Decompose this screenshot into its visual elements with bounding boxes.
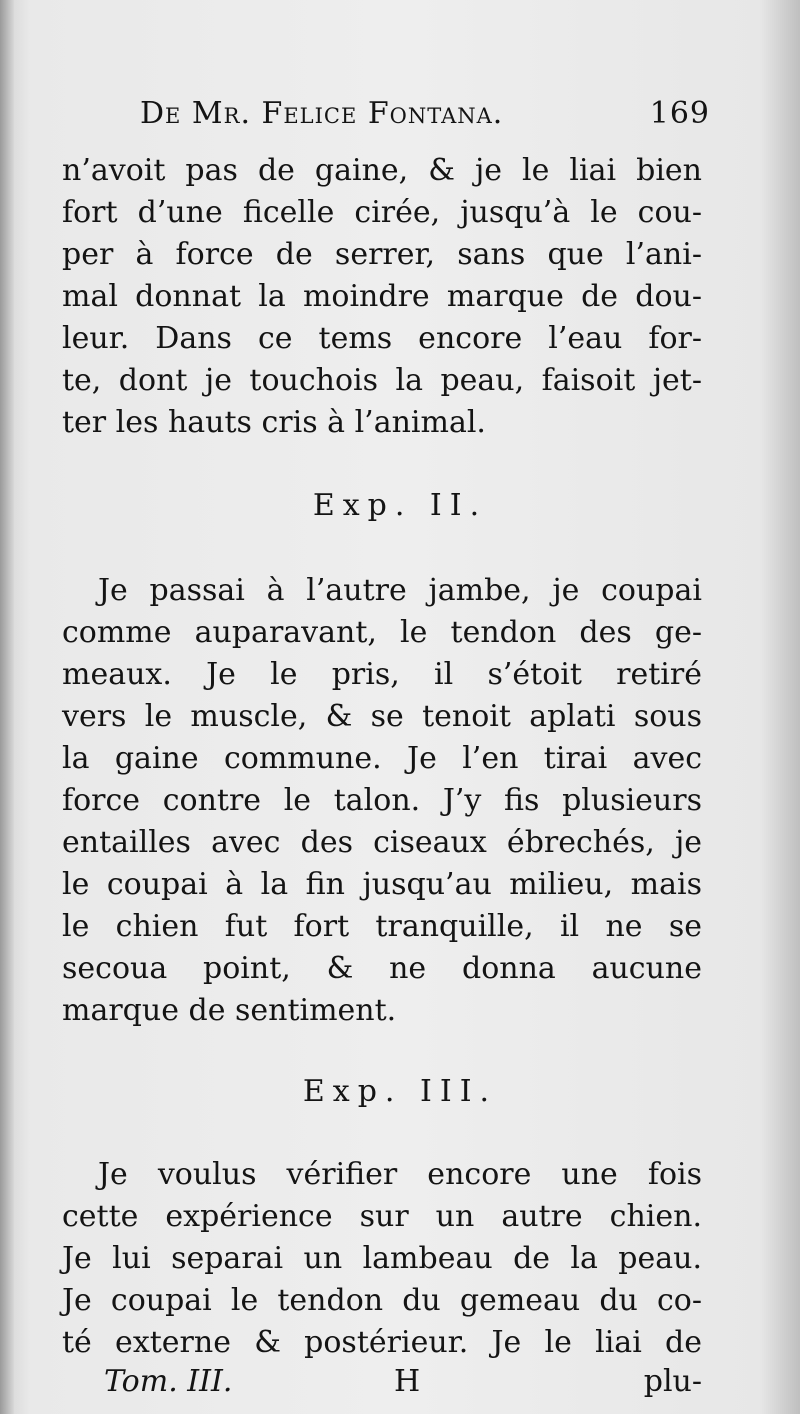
text-line: te, dont je touchois la peau, faisoit jet- <box>62 363 702 398</box>
text-line: comme auparavant, le tendon des ge- <box>62 615 702 650</box>
text-line: marque de sentiment. <box>62 993 397 1028</box>
page-footer <box>104 1364 702 1406</box>
text-line: Je voulus vérifier encore une fois <box>98 1157 702 1192</box>
paragraph-continued <box>62 150 702 444</box>
text-line: fort d’une ficelle cirée, jusqu’à le cou- <box>62 195 702 230</box>
text-line: force contre le talon. J’y fis plusieurs <box>62 783 702 818</box>
text-line: té externe & postérieur. Je le liai de <box>62 1325 702 1360</box>
running-title: De Mr. Felice Fontana. <box>140 96 504 131</box>
page-header <box>140 96 710 146</box>
text-line: meaux. Je le pris, il s’étoit retiré <box>62 657 702 692</box>
text-line: per à force de serrer, sans que l’ani- <box>62 237 702 272</box>
text-line: entailles avec des ciseaux ébrechés, je <box>62 825 702 860</box>
text-line: ter les hauts cris à l’animal. <box>62 405 486 440</box>
page-number: 169 <box>649 96 710 131</box>
text-line: secoua point, & ne donna aucune <box>62 951 702 986</box>
text-line: Je passai à l’autre jambe, je coupai <box>98 573 702 608</box>
section-heading-exp-3: Exp. III. <box>302 1074 498 1109</box>
signature-mark: H <box>394 1364 421 1399</box>
text-line: n’avoit pas de gaine, & je le liai bien <box>62 153 702 188</box>
text-line: vers le muscle, & se tenoit aplati sous <box>62 699 702 734</box>
text-line: Je coupai le tendon du gemeau du co- <box>62 1283 702 1318</box>
text-line: le chien fut fort tranquille, il ne se <box>62 909 702 944</box>
catchword: plu- <box>643 1364 702 1399</box>
text-line: Je lui separai un lambeau de la peau. <box>62 1241 702 1276</box>
text-line: cette expérience sur un autre chien. <box>62 1199 702 1234</box>
paragraph-exp-3 <box>62 1154 702 1364</box>
text-line: leur. Dans ce tems encore l’eau for- <box>62 321 702 356</box>
volume-mark: Tom. III. <box>104 1364 233 1399</box>
text-line: le coupai à la fin jusqu’au milieu, mais <box>62 867 702 902</box>
text-line: mal donnat la moindre marque de dou- <box>62 279 702 314</box>
text-line: la gaine commune. Je l’en tirai avec <box>62 741 702 776</box>
page-gutter-shadow <box>0 0 14 1414</box>
paragraph-exp-2 <box>62 570 702 1032</box>
section-heading-exp-2: Exp. II. <box>312 488 488 523</box>
